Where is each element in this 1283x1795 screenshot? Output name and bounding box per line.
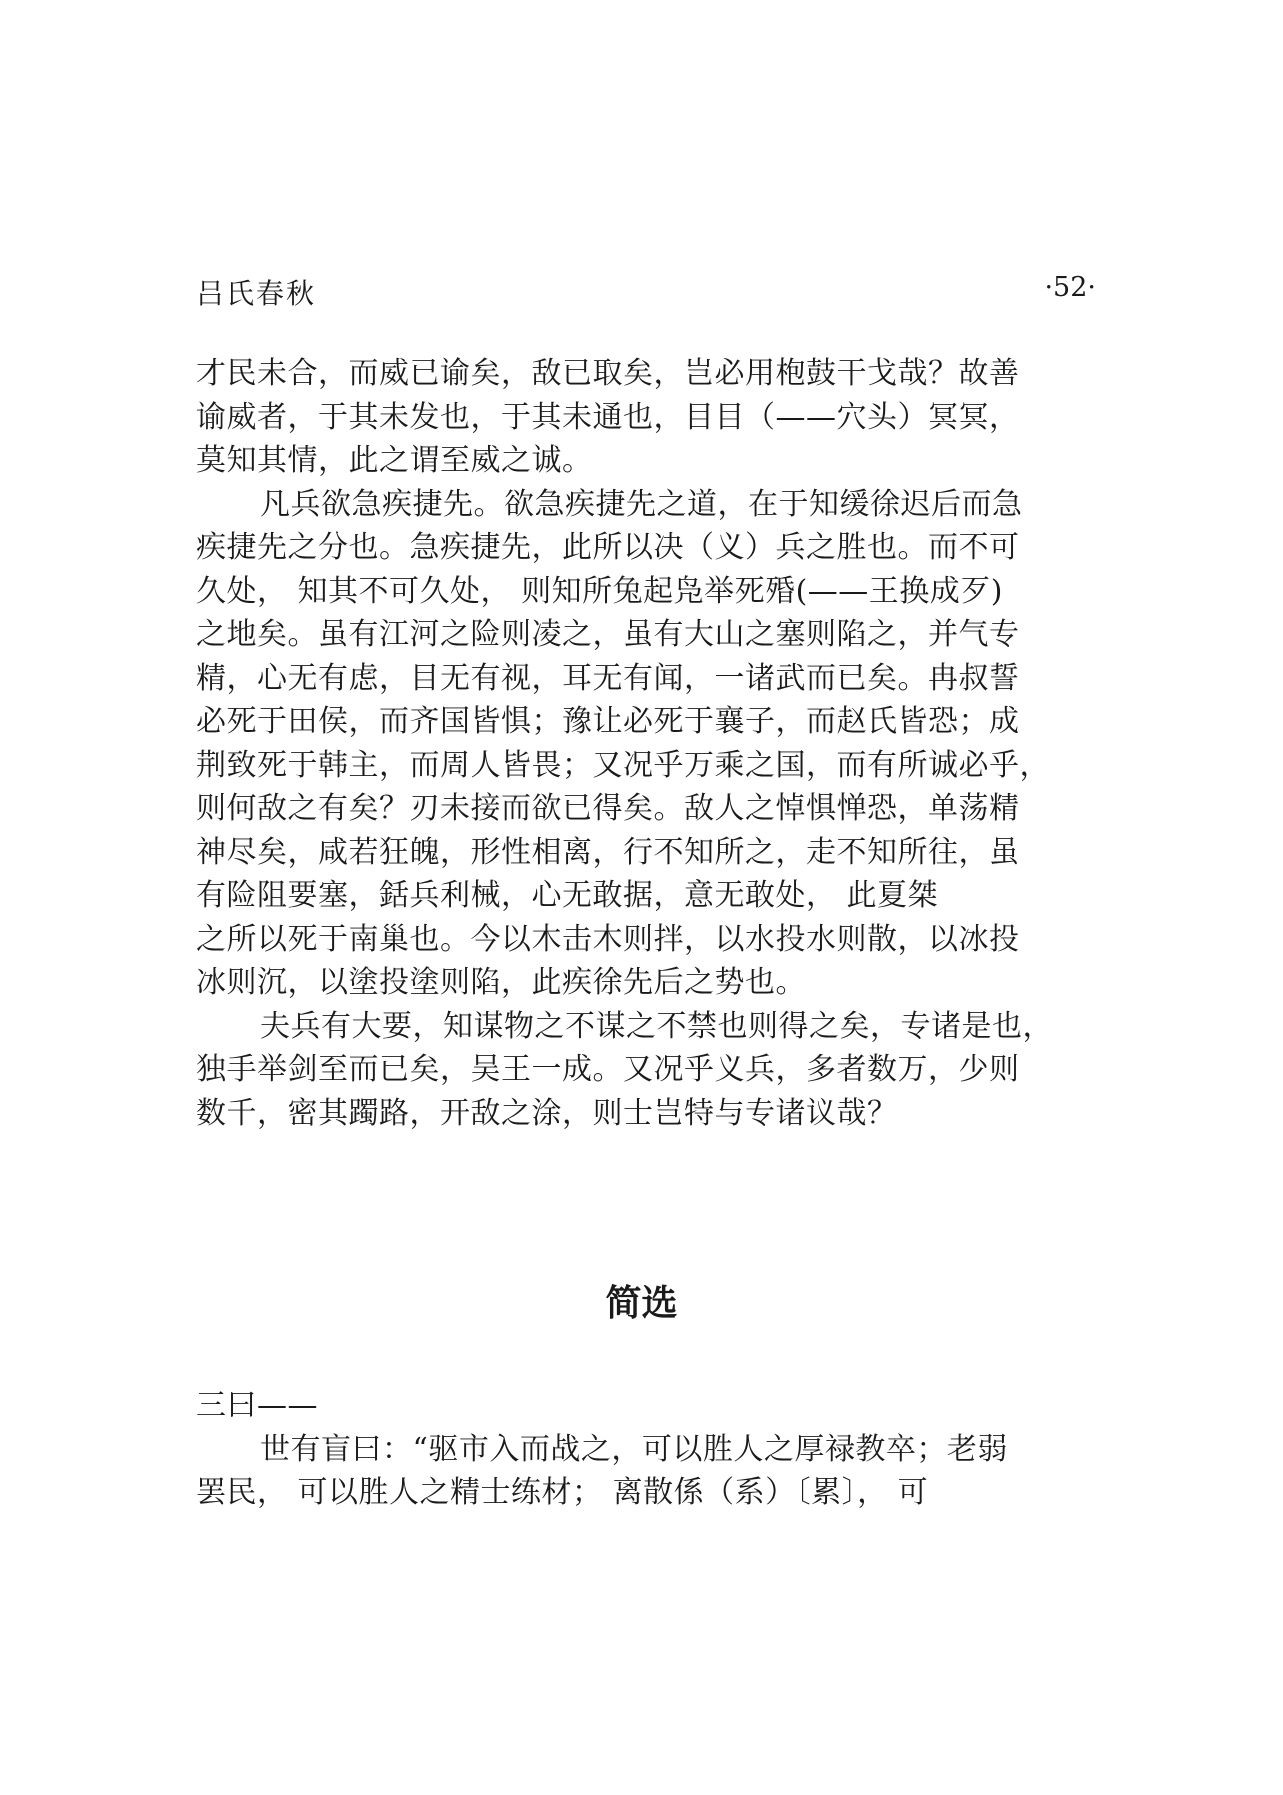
page-number: ·52· bbox=[1044, 272, 1096, 303]
text-line: 莫知其情，此之谓至威之诚。 bbox=[196, 443, 593, 478]
text-line: 独手举剑至而已矣，吴王一成。又况乎义兵，多者数万，少则 bbox=[196, 1052, 1020, 1087]
text-line: 久处， 知其不可久处， 则知所兔起凫举死殙(——王换成歹) bbox=[196, 573, 1003, 609]
paragraph-start-line: 夫兵有大要，知谋物之不谋之不禁也则得之矣，专诸是也， bbox=[260, 1008, 1053, 1044]
text-line: 必死于田侯，而齐国皆惧；豫让必死于襄子，而赵氏皆恐；成 bbox=[196, 704, 1020, 739]
text-line: 精，心无有虑，目无有视，耳无有闻，一诸武而已矣。冉叔誓 bbox=[196, 660, 1020, 696]
paragraph-start-line: 凡兵欲急疾捷先。欲急疾捷先之道，在于知缓徐迟后而急 bbox=[260, 486, 1023, 522]
text-line: 之地矣。虽有江河之险则凌之，虽有大山之塞则陷之，并气专 bbox=[196, 617, 1020, 652]
text-line: 神尽矣，咸若狂魄，形性相离，行不知所之，走不知所往，虽 bbox=[196, 834, 1020, 870]
section-title: 简选 bbox=[605, 1283, 678, 1324]
text-line: 有险阻要塞，銛兵利械，心无敢据，意无敢处， 此夏桀 bbox=[196, 878, 939, 913]
chapter-label: 三曰—— bbox=[196, 1388, 318, 1423]
text-line: 疾捷先之分也。急疾捷先，此所以决（义）兵之胜也。而不可 bbox=[196, 530, 1020, 565]
body-text bbox=[196, 352, 1101, 1135]
text-line: 才民未合，而威已谕矣，敌已取矣，岂必用枹鼓干戈哉？故善 bbox=[196, 356, 1020, 391]
running-head bbox=[196, 272, 1096, 312]
text-line: 之所以死于南巢也。今以木击木则拌，以水投水则散，以冰投 bbox=[196, 921, 1020, 957]
excerpt-text bbox=[196, 1384, 1101, 1515]
text-line: 罢民， 可以胜人之精士练材； 离散係（系）〔累〕， 可 bbox=[196, 1475, 929, 1510]
text-line: 荆致死于韩主，而周人皆畏；又况乎万乘之国，而有所诚必乎， bbox=[196, 747, 1050, 783]
text-line: 数千，密其躅路，开敌之涂，则士岂特与专诸议哉？ bbox=[196, 1095, 898, 1131]
paragraph-start-line: 世有盲曰：“驱市入而战之，可以胜人之厚禄教卒；老弱 bbox=[260, 1431, 1008, 1467]
text-line: 冰则沉，以塗投塗则陷，此疾徐先后之势也。 bbox=[196, 965, 806, 1000]
book-title: 吕氏春秋 bbox=[196, 277, 317, 310]
text-line: 则何敌之有矣？刃未接而欲已得矣。敌人之悼惧惮恐，单荡精 bbox=[196, 791, 1020, 826]
text-line: 谕威者，于其未发也，于其未通也，目目（——穴头）冥冥， bbox=[196, 399, 1020, 435]
